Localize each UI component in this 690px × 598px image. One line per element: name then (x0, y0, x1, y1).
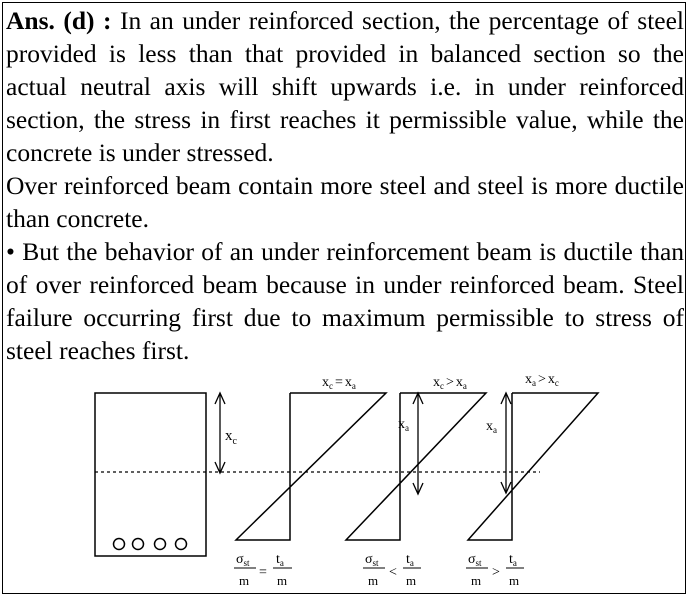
svg-text:>: > (492, 565, 500, 580)
beam-section (95, 393, 206, 556)
case3-depth-arrow (501, 393, 511, 493)
case2-label: $x_c > x_a$ (433, 375, 467, 391)
svg-text:m: m (406, 573, 417, 588)
paragraph-1-text: In an under reinforced section, the percentage of steel provided is less than that provided in balanced section so the actual neutral axis will shift upwards i.e. in under reinforced section, the stress in first reaches it permissible value, while the concrete is under stressed. (6, 6, 684, 167)
depth-arrow (215, 393, 225, 473)
rebar-4 (176, 539, 187, 550)
paragraph-2: Over reinforced beam contain more steel and steel is more ductile than concrete. (6, 171, 684, 233)
svg-text:=: = (259, 565, 267, 580)
svg-text:ta: $t_a$ (406, 552, 414, 568)
depth-label: $x_c$ (225, 428, 237, 447)
svg-text:m: m (368, 573, 379, 588)
bullet-icon: • (6, 237, 15, 266)
stress-diagram-balanced (236, 393, 386, 540)
rebar-1 (114, 539, 125, 550)
case2-depth-arrow (413, 393, 423, 494)
case1-label: $x_c = x_a$ (322, 375, 356, 391)
paragraph-3-text: But the behavior of an under reinforcement beam is ductile than of over reinforced beam because in under reinforced beam. Steel failure occurring first due to maximum permissible to stress of steel reaches first. (6, 237, 685, 365)
stress-diagram-under-reinforced (346, 393, 486, 540)
equation-over-reinforced (466, 552, 524, 588)
svg-text:σst: $\sigma_{st}$ (468, 552, 482, 568)
svg-text:m: m (471, 573, 482, 588)
equation-under-reinforced (363, 552, 421, 588)
answer-label: Ans. (d) : (6, 6, 112, 35)
svg-text:m: m (277, 573, 288, 588)
svg-text:<: < (389, 565, 397, 580)
equation-balanced (234, 552, 292, 588)
case3-label: $x_a > x_c$ (525, 372, 559, 388)
stress-diagram-over-reinforced (468, 393, 598, 540)
svg-text:σst: $\sigma_{st}$ (365, 552, 379, 568)
case3-depth-label: $x_a$ (486, 419, 497, 435)
svg-text:m: m (239, 573, 250, 588)
svg-text:σst: $\sigma_{st}$ (236, 552, 250, 568)
svg-text:m: m (509, 573, 520, 588)
rebar-3 (155, 539, 166, 550)
case2-depth-label: $x_a$ (398, 417, 409, 433)
svg-text:ta: $t_a$ (276, 552, 284, 568)
rebar-2 (133, 539, 144, 550)
svg-text:ta: $t_a$ (509, 552, 517, 568)
